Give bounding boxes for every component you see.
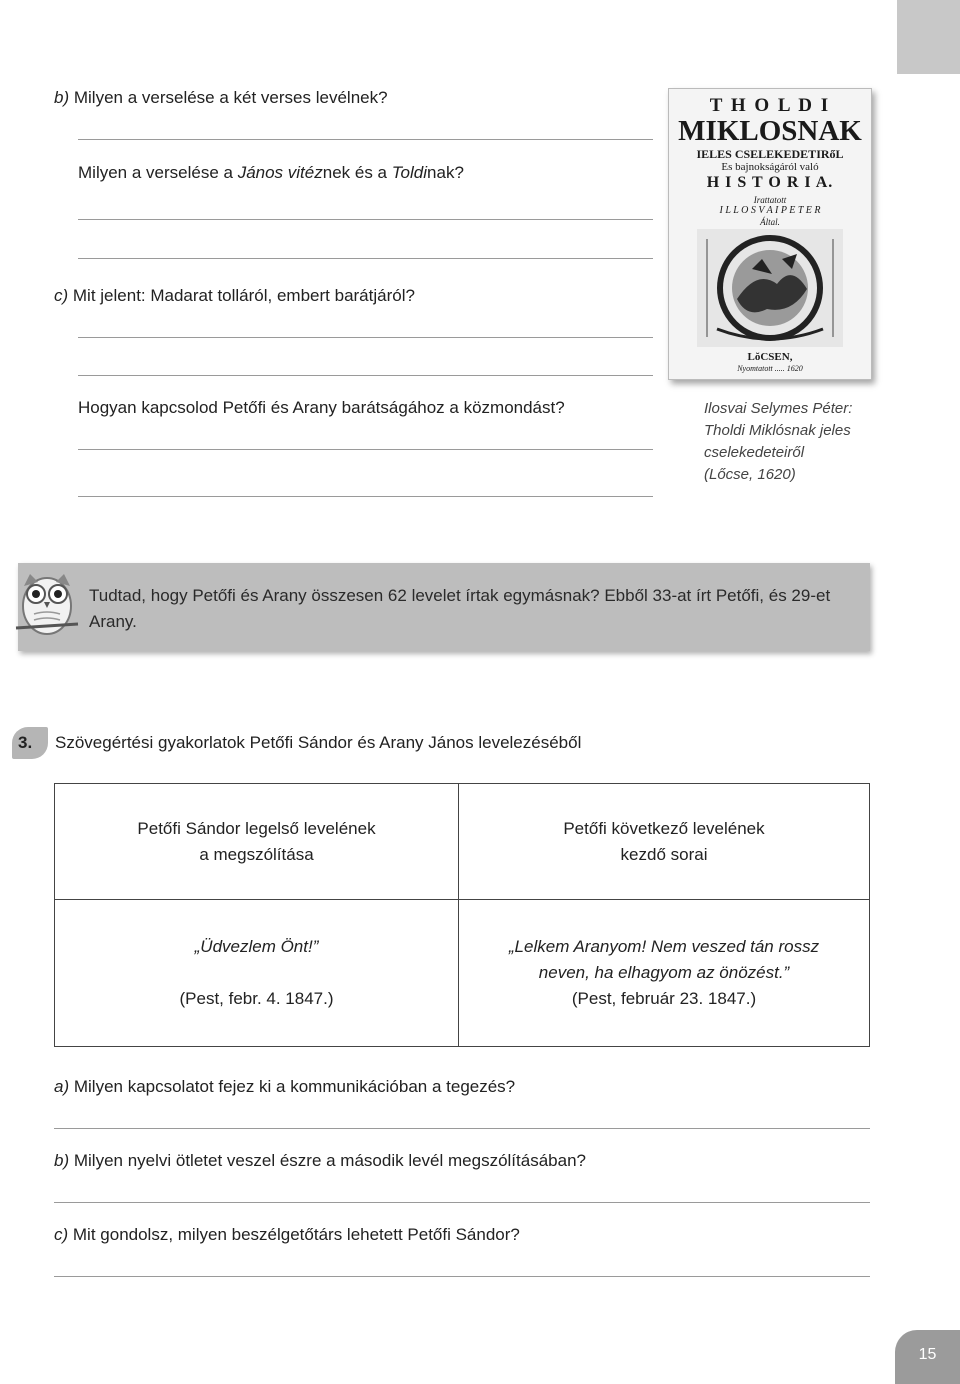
answer-line — [78, 337, 653, 338]
cover-line: I L L O S V A I P E T E R — [719, 205, 821, 216]
answer-line — [78, 139, 653, 140]
cover-line: H I S T O R I A. — [706, 174, 834, 191]
cover-line: Es bajnokságáról való — [721, 161, 819, 173]
corner-tab — [897, 0, 960, 74]
table-cell: „Üdvezlem Önt!” (Pest, febr. 4. 1847.) — [55, 900, 459, 1047]
owl-icon — [14, 566, 80, 638]
question-c: c) Mit gondolsz, milyen beszélgetőtárs lehetett Petőfi Sándor? — [54, 1225, 520, 1244]
page-number: 15 — [918, 1346, 937, 1363]
answer-line — [78, 449, 653, 450]
answer-line — [54, 1202, 870, 1203]
question-b2: Milyen a verselése a János vitéznek és a Toldinak? — [78, 163, 464, 182]
table-header-cell: Petőfi következő levelének kezdő sorai — [459, 784, 870, 900]
question-b: b) Milyen a verselése a két verses levélnek? — [54, 88, 388, 107]
answer-line — [78, 496, 653, 497]
question-c2: Hogyan kapcsolod Petőfi és Arany barátságához a közmondást? — [78, 398, 565, 417]
table-header-row — [55, 784, 870, 900]
cover-line: Által. — [760, 217, 780, 227]
info-text: Tudtad, hogy Petőfi és Arany összesen 62 levelet írtak egymásnak? Ebből 33-at írt Petőfi, és 29-et Arany. — [89, 586, 831, 631]
answer-line — [78, 375, 653, 376]
section-number: 3. — [18, 733, 33, 752]
letters-table — [54, 783, 870, 1047]
question-b: b) Milyen nyelvi ötletet veszel észre a második levél megszólításában? — [54, 1151, 586, 1170]
table-row — [55, 900, 870, 1047]
section-title: Szövegértési gyakorlatok Petőfi Sándor és Arany János levelezéséből — [55, 733, 582, 752]
table-cell: „Lelkem Aranyom! Nem veszed tán rossz neven, ha elhagyom az önözést.” (Pest, február 23. 1847.) — [459, 900, 870, 1047]
cover-line: Nyomtatott ..... 1620 — [737, 364, 803, 373]
answer-line — [54, 1128, 870, 1129]
cover-title: MIKLOSNAK — [678, 115, 862, 147]
image-caption: Ilosvai Selymes Péter: Tholdi Miklósnak jeles cselekedeteiről (Lőcse, 1620) — [704, 400, 853, 483]
woodcut-illustration — [697, 229, 843, 347]
table-header-cell: Petőfi Sándor legelső levelének a megszólítása — [55, 784, 459, 900]
answer-line — [54, 1276, 870, 1277]
cover-line: Irattatott — [753, 195, 787, 205]
book-cover-image — [668, 88, 872, 380]
answer-line — [78, 258, 653, 259]
question-a: a) Milyen kapcsolatot fejez ki a kommunikációban a tegezés? — [54, 1077, 516, 1096]
question-c: c) Mit jelent: Madarat tolláról, embert barátjáról? — [54, 286, 415, 305]
cover-line: IELES CSELEKEDETIRőL — [696, 147, 844, 161]
answer-line — [78, 219, 653, 220]
cover-line: T H O L D I — [709, 95, 831, 116]
cover-line: LŏCSEN, — [747, 351, 793, 363]
